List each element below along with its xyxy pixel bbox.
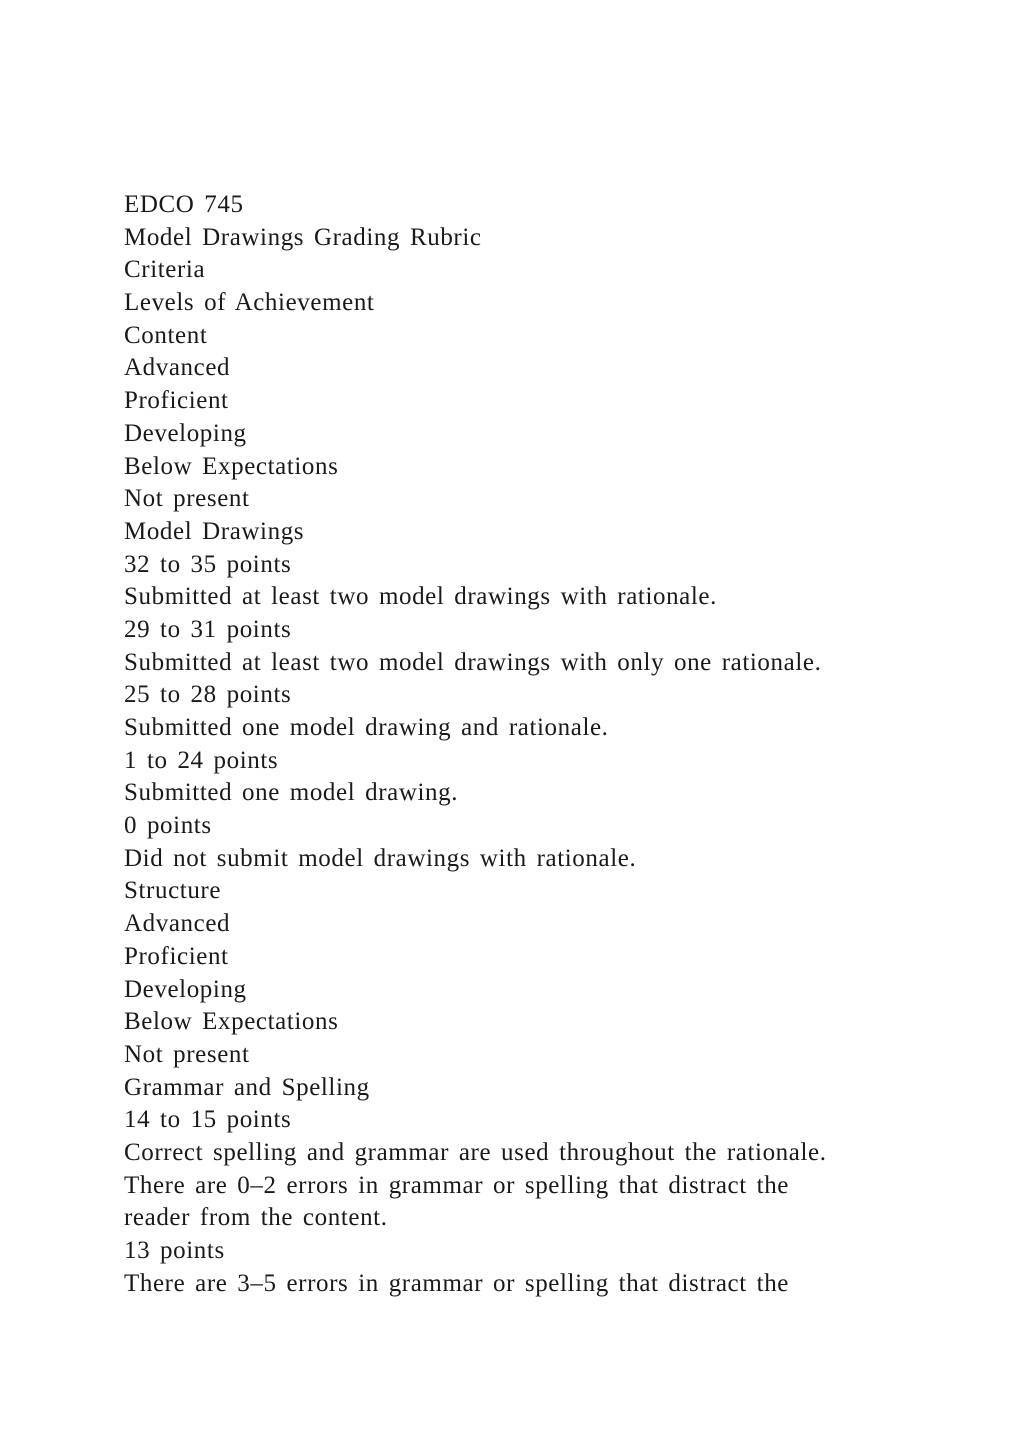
points-range: 14 to 15 points <box>124 1106 292 1134</box>
section-content: Content <box>124 321 208 349</box>
criterion-model-drawings: Model Drawings <box>124 517 305 545</box>
levels-header: Levels of Achievement <box>124 289 375 317</box>
level-below-expectations: Below Expectations <box>124 452 339 480</box>
level-not-present: Not present <box>124 1040 250 1068</box>
level-description: Submitted one model drawing and rationale. <box>124 714 609 741</box>
level-description: There are 3–5 errors in grammar or spelling that distract the <box>124 1269 789 1297</box>
points-range: 32 to 35 points <box>124 550 292 578</box>
level-description: Did not submit model drawings with rationale. <box>124 844 637 872</box>
document-text <box>124 189 984 1300</box>
level-proficient: Proficient <box>124 387 229 415</box>
level-proficient: Proficient <box>124 942 229 970</box>
criterion-grammar-spelling: Grammar and Spelling <box>124 1073 370 1101</box>
section-structure: Structure <box>124 877 222 905</box>
level-description: Submitted one model drawing. <box>124 779 459 807</box>
course-code: EDCO 745 <box>124 191 244 218</box>
level-advanced: Advanced <box>124 354 231 382</box>
level-description: There are 0–2 errors in grammar or spelling that distract the <box>124 1171 789 1199</box>
level-description: Submitted at least two model drawings with only one rationale. <box>124 648 822 676</box>
rubric-title: Model Drawings Grading Rubric <box>124 223 482 251</box>
level-description: Submitted at least two model drawings with rationale. <box>124 583 717 611</box>
points-range: 29 to 31 points <box>124 615 292 643</box>
level-description: Correct spelling and grammar are used throughout the rationale. <box>124 1138 827 1166</box>
level-developing: Developing <box>124 419 247 447</box>
points-range: 25 to 28 points <box>124 681 292 709</box>
criteria-header: Criteria <box>124 256 206 284</box>
level-advanced: Advanced <box>124 910 231 938</box>
points-range: 1 to 24 points <box>124 746 279 774</box>
points-range: 0 points <box>124 812 212 840</box>
level-developing: Developing <box>124 975 247 1003</box>
points-range: 13 points <box>124 1237 225 1264</box>
level-not-present: Not present <box>124 485 250 513</box>
level-below-expectations: Below Expectations <box>124 1008 339 1036</box>
level-description: reader from the content. <box>124 1204 388 1232</box>
